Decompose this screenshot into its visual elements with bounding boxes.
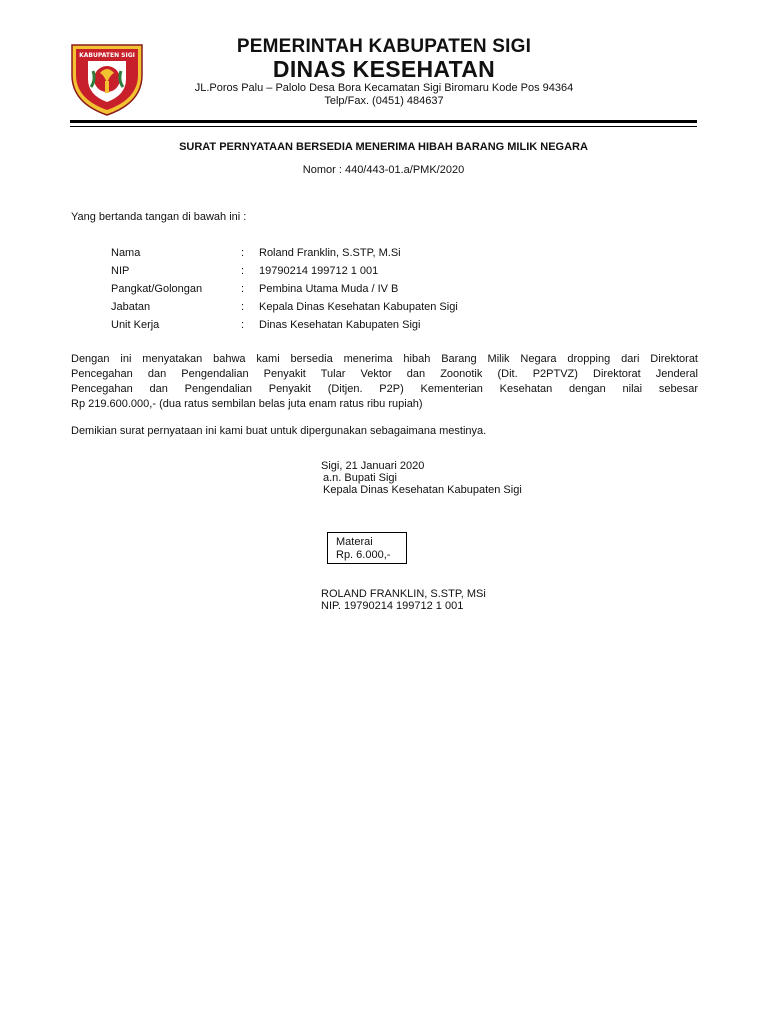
- intro-text: Yang bertanda tangan di bawah ini :: [71, 211, 247, 223]
- paragraph-line: Pencegahan dan Pengendalian Penyakit (Ditjen. P2P) Kementerian Kesehatan dengan nilai sebesar: [71, 383, 698, 395]
- letterhead-rule-thick: [70, 120, 697, 123]
- field-colon: :: [241, 283, 245, 295]
- field-value: 19790214 199712 1 001: [259, 265, 379, 277]
- field-colon: :: [241, 301, 245, 313]
- statement-paragraph: [71, 352, 698, 412]
- paragraph-line: Rp 219.600.000,- (dua ratus sembilan belas juta enam ratus ribu rupiah): [71, 398, 423, 410]
- field-colon: :: [241, 247, 245, 259]
- revenue-stamp-box: [327, 532, 407, 564]
- signatory-nip: NIP. 19790214 199712 1 001: [321, 600, 464, 612]
- agency-heading: DINAS KESEHATAN: [272, 56, 496, 82]
- government-heading: PEMERINTAH KABUPATEN SIGI: [236, 36, 532, 57]
- signature-position: Kepala Dinas Kesehatan Kabupaten Sigi: [323, 484, 522, 496]
- paragraph-line: Dengan ini menyatakan bahwa kami bersedia menerima hibah Barang Milik Negara dropping dari Direktorat: [71, 353, 698, 365]
- signatory-name: ROLAND FRANKLIN, S.STP, MSi: [321, 588, 486, 600]
- signature-place-date: Sigi, 21 Januari 2020: [321, 460, 425, 472]
- field-label: Nama: [111, 247, 141, 259]
- letter-title: SURAT PERNYATAAN BERSEDIA MENERIMA HIBAH BARANG MILIK NEGARA: [179, 141, 588, 153]
- letter-number: Nomor : 440/443-01.a/PMK/2020: [302, 164, 465, 176]
- field-label: Unit Kerja: [111, 319, 160, 331]
- letterhead-rule-thin: [70, 126, 697, 127]
- logo-caption: KABUPATEN SIGI: [79, 52, 135, 59]
- letterhead-address: [150, 82, 618, 108]
- phone-line: Telp/Fax. (0451) 484637: [324, 95, 444, 107]
- field-value: Kepala Dinas Kesehatan Kabupaten Sigi: [259, 301, 458, 313]
- field-colon: :: [241, 319, 245, 331]
- field-colon: :: [241, 265, 245, 277]
- field-label: Pangkat/Golongan: [111, 283, 203, 295]
- field-value: Pembina Utama Muda / IV B: [259, 283, 399, 295]
- signature-on-behalf: a.n. Bupati Sigi: [323, 472, 397, 484]
- regency-logo: [66, 35, 148, 117]
- paragraph-line: Pencegahan dan Pengendalian Penyakit Tular Vektor dan Zoonotik (Dit. P2PTVZ) Direktorat Jenderal: [71, 368, 698, 380]
- closing-text: Demikian surat pernyataan ini kami buat untuk dipergunakan sebagaimana mestinya.: [71, 425, 487, 437]
- address-line: JL.Poros Palu – Palolo Desa Bora Kecamatan Sigi Biromaru Kode Pos 94364: [194, 82, 574, 94]
- stamp-value: Rp. 6.000,-: [336, 549, 391, 561]
- field-label: NIP: [111, 265, 130, 277]
- field-label: Jabatan: [111, 301, 151, 313]
- field-value: Roland Franklin, S.STP, M.Si: [259, 247, 401, 259]
- field-value: Dinas Kesehatan Kabupaten Sigi: [259, 319, 421, 331]
- stamp-label: Materai: [336, 536, 373, 548]
